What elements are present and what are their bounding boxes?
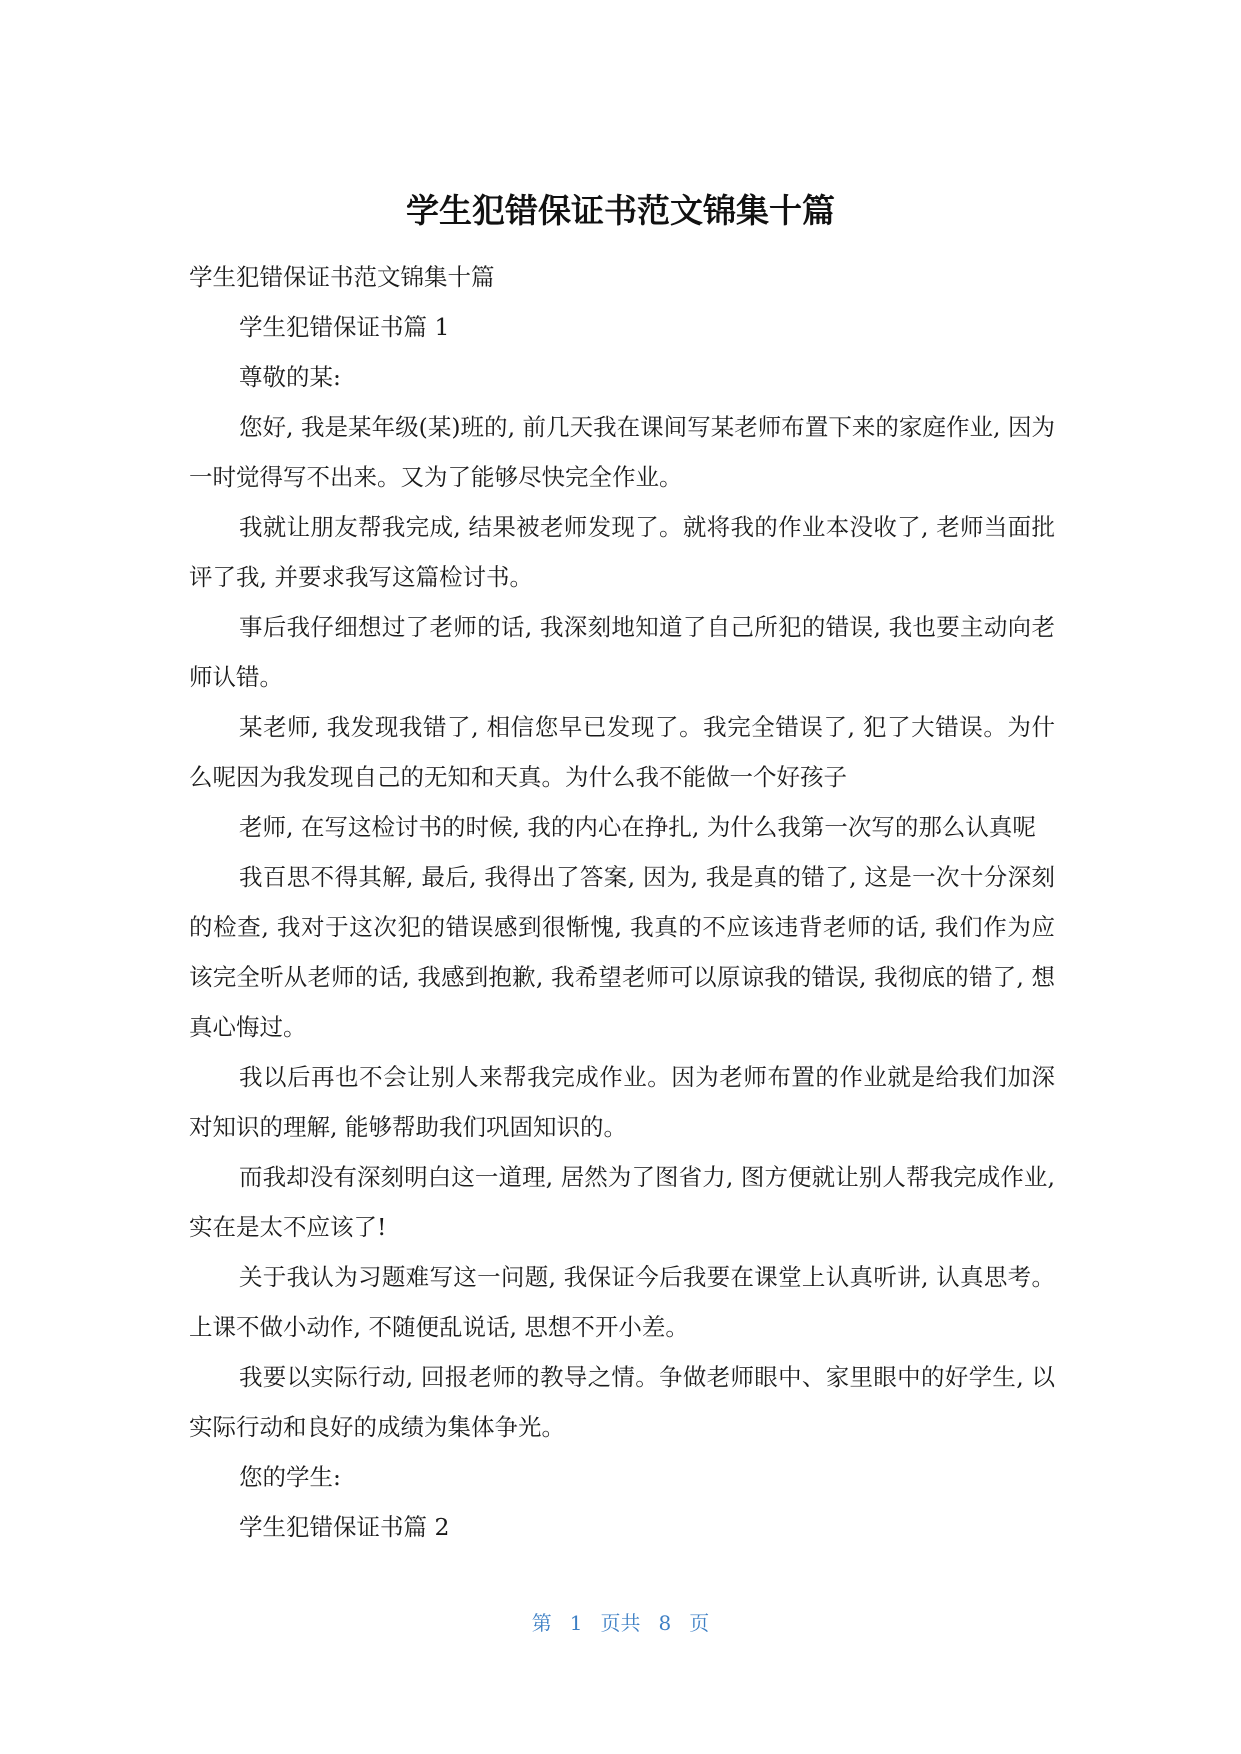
footer-current-page: 1 xyxy=(569,1611,583,1635)
body-paragraph: 我就让朋友帮我完成, 结果被老师发现了。就将我的作业本没收了, 老师当面批评了我, 并要求我写这篇检讨书。 xyxy=(189,513,1055,591)
body-paragraph: 而我却没有深刻明白这一道理, 居然为了图省力, 图方便就让别人帮我完成作业, 实在是太不应该了! xyxy=(189,1163,1055,1241)
body-paragraph: 老师, 在写这检讨书的时候, 我的内心在挣扎, 为什么我第一次写的那么认真呢 xyxy=(239,813,1036,841)
body-paragraph: 事后我仔细想过了老师的话, 我深刻地知道了自己所犯的错误, 我也要主动向老师认错。 xyxy=(189,613,1055,691)
body-paragraph: 关于我认为习题难写这一问题, 我保证今后我要在课堂上认真听讲, 认真思考。上课不做小动作, 不随便乱说话, 思想不开小差。 xyxy=(189,1263,1055,1341)
page-footer xyxy=(0,1609,1241,1637)
body-paragraph: 您的学生: xyxy=(239,1463,341,1491)
body-paragraph: 某老师, 我发现我错了, 相信您早已发现了。我完全错误了, 犯了大错误。为什么呢因为我发现自己的无知和天真。为什么我不能做一个好孩子 xyxy=(189,713,1055,791)
body-paragraph: 学生犯错保证书篇 2 xyxy=(239,1513,450,1541)
footer-label-ye: 页 xyxy=(689,1611,710,1635)
body-paragraph: 您好, 我是某年级(某)班的, 前几天我在课间写某老师布置下来的家庭作业, 因为一时觉得写不出来。又为了能够尽快完全作业。 xyxy=(189,413,1055,491)
body-paragraph: 我百思不得其解, 最后, 我得出了答案, 因为, 我是真的错了, 这是一次十分深刻的检查, 我对于这次犯的错误感到很惭愧, 我真的不应该违背老师的话, 我们作为应该完全听从老师的话, 我感到抱歉, 我希望老师可以原谅我的错误, 我彻底的错了, 想真心悔过。 xyxy=(189,863,1055,1041)
document-body xyxy=(189,252,1055,1552)
document-title: 学生犯错保证书范文锦集十篇 xyxy=(406,191,835,230)
body-paragraph: 尊敬的某: xyxy=(239,363,341,391)
body-paragraph: 我以后再也不会让别人来帮我完成作业。因为老师布置的作业就是给我们加深对知识的理解, 能够帮助我们巩固知识的。 xyxy=(189,1063,1055,1141)
footer-total-pages: 8 xyxy=(658,1611,672,1635)
body-paragraph: 学生犯错保证书范文锦集十篇 xyxy=(189,263,495,291)
body-paragraph: 我要以实际行动, 回报老师的教导之情。争做老师眼中、家里眼中的好学生, 以实际行动和良好的成绩为集体争光。 xyxy=(189,1363,1055,1441)
body-paragraph: 学生犯错保证书篇 1 xyxy=(239,313,450,341)
footer-label-di: 第 xyxy=(531,1611,552,1635)
footer-label-ye-gong: 页共 xyxy=(600,1611,641,1635)
